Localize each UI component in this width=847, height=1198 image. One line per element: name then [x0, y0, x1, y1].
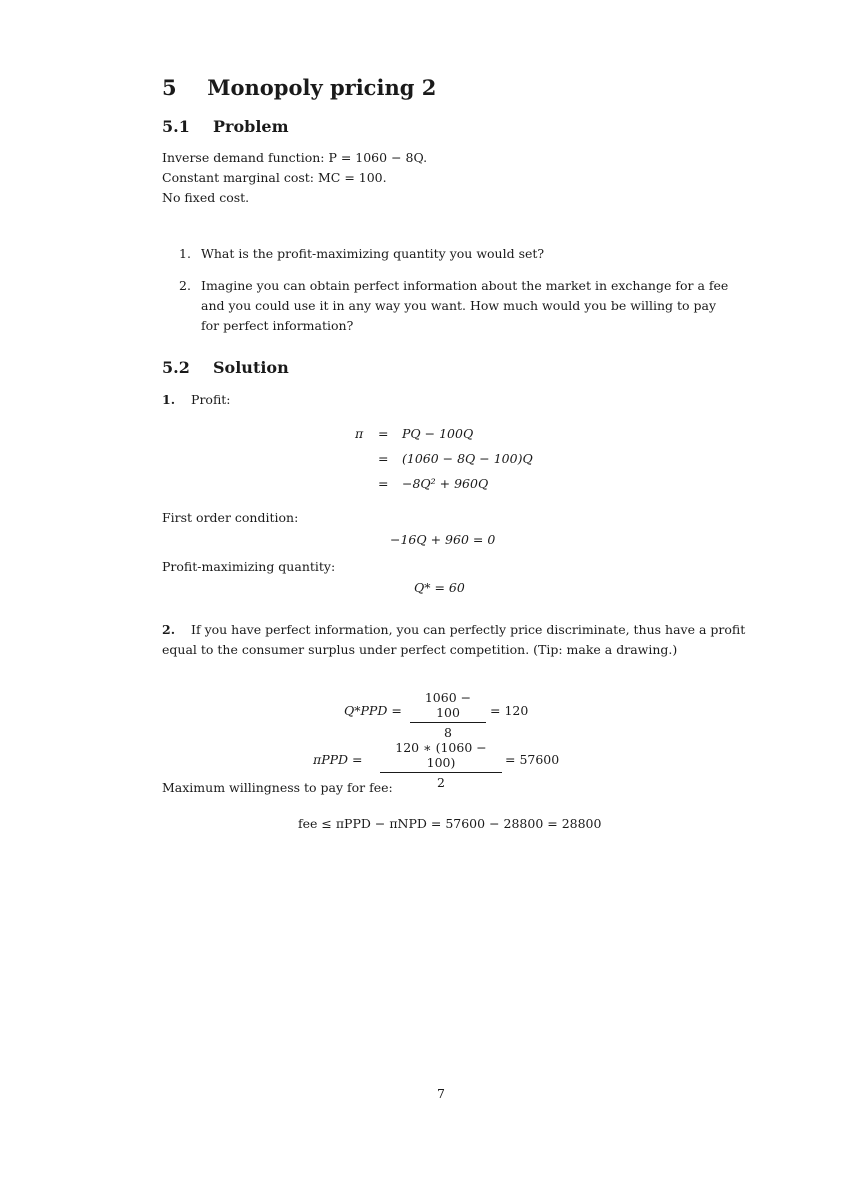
equals-sign: =	[378, 451, 389, 466]
part-2-text-1: If you have perfect information, you can perfectly price discriminate, thus have a profit	[191, 622, 746, 637]
profit-lhs: π	[355, 426, 364, 441]
problem-title: Problem	[213, 117, 289, 136]
question-2-line-2: and you could use it in any way you want. How much would you be willing to pay	[201, 298, 717, 313]
problem-number: 5.1	[162, 117, 190, 136]
part-1-text: Profit:	[191, 392, 231, 407]
profit-row-3: −8Q² + 960Q	[402, 476, 489, 491]
profit-row-1: PQ − 100Q	[402, 426, 474, 441]
q-ppd-rhs: = 120	[490, 703, 529, 718]
solution-number: 5.2	[162, 358, 190, 377]
pmq-label: Profit-maximizing quantity:	[162, 559, 336, 574]
part-1-label: 1.	[162, 392, 176, 407]
q-ppd-numerator: 1060 − 100	[410, 690, 486, 723]
cost-line: Constant marginal cost: MC = 100.	[162, 170, 387, 185]
fee-label: Maximum willingness to pay for fee:	[162, 780, 393, 795]
q-ppd-fraction	[410, 690, 486, 740]
question-2-number: 2.	[179, 278, 191, 293]
question-1	[179, 244, 544, 264]
equals-sign: =	[378, 476, 389, 491]
problem-heading	[162, 117, 289, 136]
question-2-line-3: for perfect information?	[201, 318, 354, 333]
question-1-text: What is the profit-maximizing quantity you would set?	[201, 246, 545, 261]
q-ppd-lhs: Q*PPD =	[344, 703, 402, 718]
pi-ppd-numerator: 120 ∗ (1060 − 100)	[380, 740, 502, 773]
section-number: 5	[162, 75, 177, 100]
section-heading	[162, 75, 436, 100]
pmq-equation: Q* = 60	[414, 580, 465, 595]
foc-equation: −16Q + 960 = 0	[390, 532, 496, 547]
part-2-line-1	[162, 620, 745, 640]
foc-label: First order condition:	[162, 510, 299, 525]
q-ppd-denominator: 8	[444, 725, 452, 740]
question-1-number: 1.	[179, 246, 191, 261]
solution-title: Solution	[213, 358, 289, 377]
demand-line: Inverse demand function: P = 1060 − 8Q.	[162, 150, 428, 165]
fixed-cost-line: No fixed cost.	[162, 190, 250, 205]
part-2-label: 2.	[162, 622, 176, 637]
equals-sign: =	[378, 426, 389, 441]
profit-row-2: (1060 − 8Q − 100)Q	[402, 451, 533, 466]
question-2	[179, 276, 728, 296]
section-title: Monopoly pricing 2	[207, 75, 437, 100]
pi-ppd-lhs: πPPD =	[313, 752, 363, 767]
pi-ppd-rhs: = 57600	[505, 752, 560, 767]
solution-heading	[162, 358, 289, 377]
fee-equation: fee ≤ πPPD − πNPD = 57600 − 28800 = 28800	[298, 816, 602, 831]
part-2-line-2: equal to the consumer surplus under perfect competition. (Tip: make a drawing.)	[162, 642, 678, 657]
part-1-intro	[162, 390, 231, 410]
page-number: 7	[437, 1086, 445, 1101]
pi-ppd-fraction	[380, 740, 502, 790]
problem-statement	[162, 148, 427, 208]
question-2-line-1: Imagine you can obtain perfect information about the market in exchange for a fee	[201, 278, 729, 293]
pi-ppd-denominator: 2	[437, 775, 445, 790]
